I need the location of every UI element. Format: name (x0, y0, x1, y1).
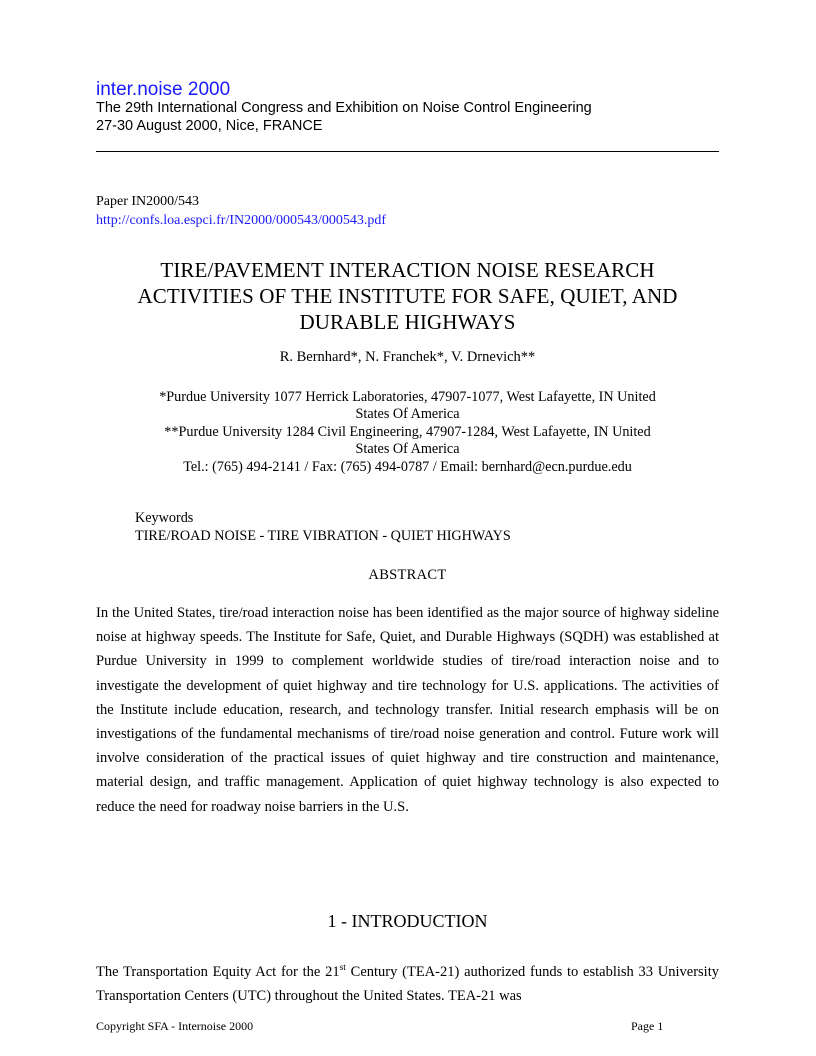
title-line: TIRE/PAVEMENT INTERACTION NOISE RESEARCH (160, 258, 655, 282)
author-list: R. Bernhard*, N. Franchek*, V. Drnevich** (279, 349, 536, 365)
conference-name: inter.noise 2000 (96, 79, 231, 100)
intro-text-part: The Transportation Equity Act for the 21 (96, 964, 340, 980)
header-divider (96, 151, 719, 152)
section-heading-introduction: 1 - INTRODUCTION (327, 911, 488, 931)
paper-url-link[interactable]: http://confs.loa.espci.fr/IN2000/000543/000543.pdf (96, 213, 387, 228)
footer-copyright: Copyright SFA - Internoise 2000 (96, 1019, 254, 1033)
conference-subtitle: The 29th International Congress and Exhibition on Noise Control Engineering (96, 100, 592, 116)
title-line: ACTIVITIES OF THE INSTITUTE FOR SAFE, QUIET, AND (137, 284, 678, 308)
contact-line: Tel.: (765) 494-2141 / Fax: (765) 494-0787 / Email: bernhard@ecn.purdue.edu (183, 458, 632, 475)
ordinal-superscript: st (339, 963, 346, 973)
introduction-text (96, 960, 719, 1008)
affiliation-line: *Purdue University 1077 Herrick Laboratories, 47907-1077, West Lafayette, IN United (159, 389, 656, 405)
keywords-label: Keywords (135, 510, 194, 526)
paper-id: Paper IN2000/543 (96, 194, 200, 209)
footer-page-number: Page 1 (631, 1019, 664, 1033)
affiliation-line: States Of America (355, 441, 460, 458)
abstract-heading: ABSTRACT (368, 567, 447, 583)
abstract-text: In the United States, tire/road interaction noise has been identified as the major source of highway sideline noise at highway speeds. The Institute for Safe, Quiet, and Durable Highways (SQDH) was established at Purdue University in 1999 to complement worldwide studies of tire/road interaction noise and to investigate the development of quiet highway and tire technology for U.S. applications. The activities of the Institute include education, research, and technology transfer. Initial research emphasis will be on investigations of the fundamental mechanisms of tire/road noise generation and control. Future work will involve consideration of the practical issues of quiet highway and tire construction and maintenance, material design, and traffic management. Application of quiet highway technology is also expected to reduce the need for roadway noise barriers in the U.S. (96, 605, 719, 815)
conference-dates-location: 27-30 August 2000, Nice, FRANCE (96, 118, 323, 134)
keywords: TIRE/ROAD NOISE - TIRE VIBRATION - QUIET HIGHWAYS (135, 528, 511, 544)
affiliation-line: States Of America (355, 406, 460, 423)
affiliations (96, 389, 719, 476)
title-line: DURABLE HIGHWAYS (299, 310, 516, 334)
affiliation-line: **Purdue University 1284 Civil Engineering, 47907-1284, West Lafayette, IN United (164, 423, 651, 440)
paper-title (96, 257, 719, 335)
intro-text-part: Century (TEA-21) authorized funds to establish 33 University Transportation Centers (UTC) throughout the United States. TEA-21 was (96, 964, 719, 1005)
